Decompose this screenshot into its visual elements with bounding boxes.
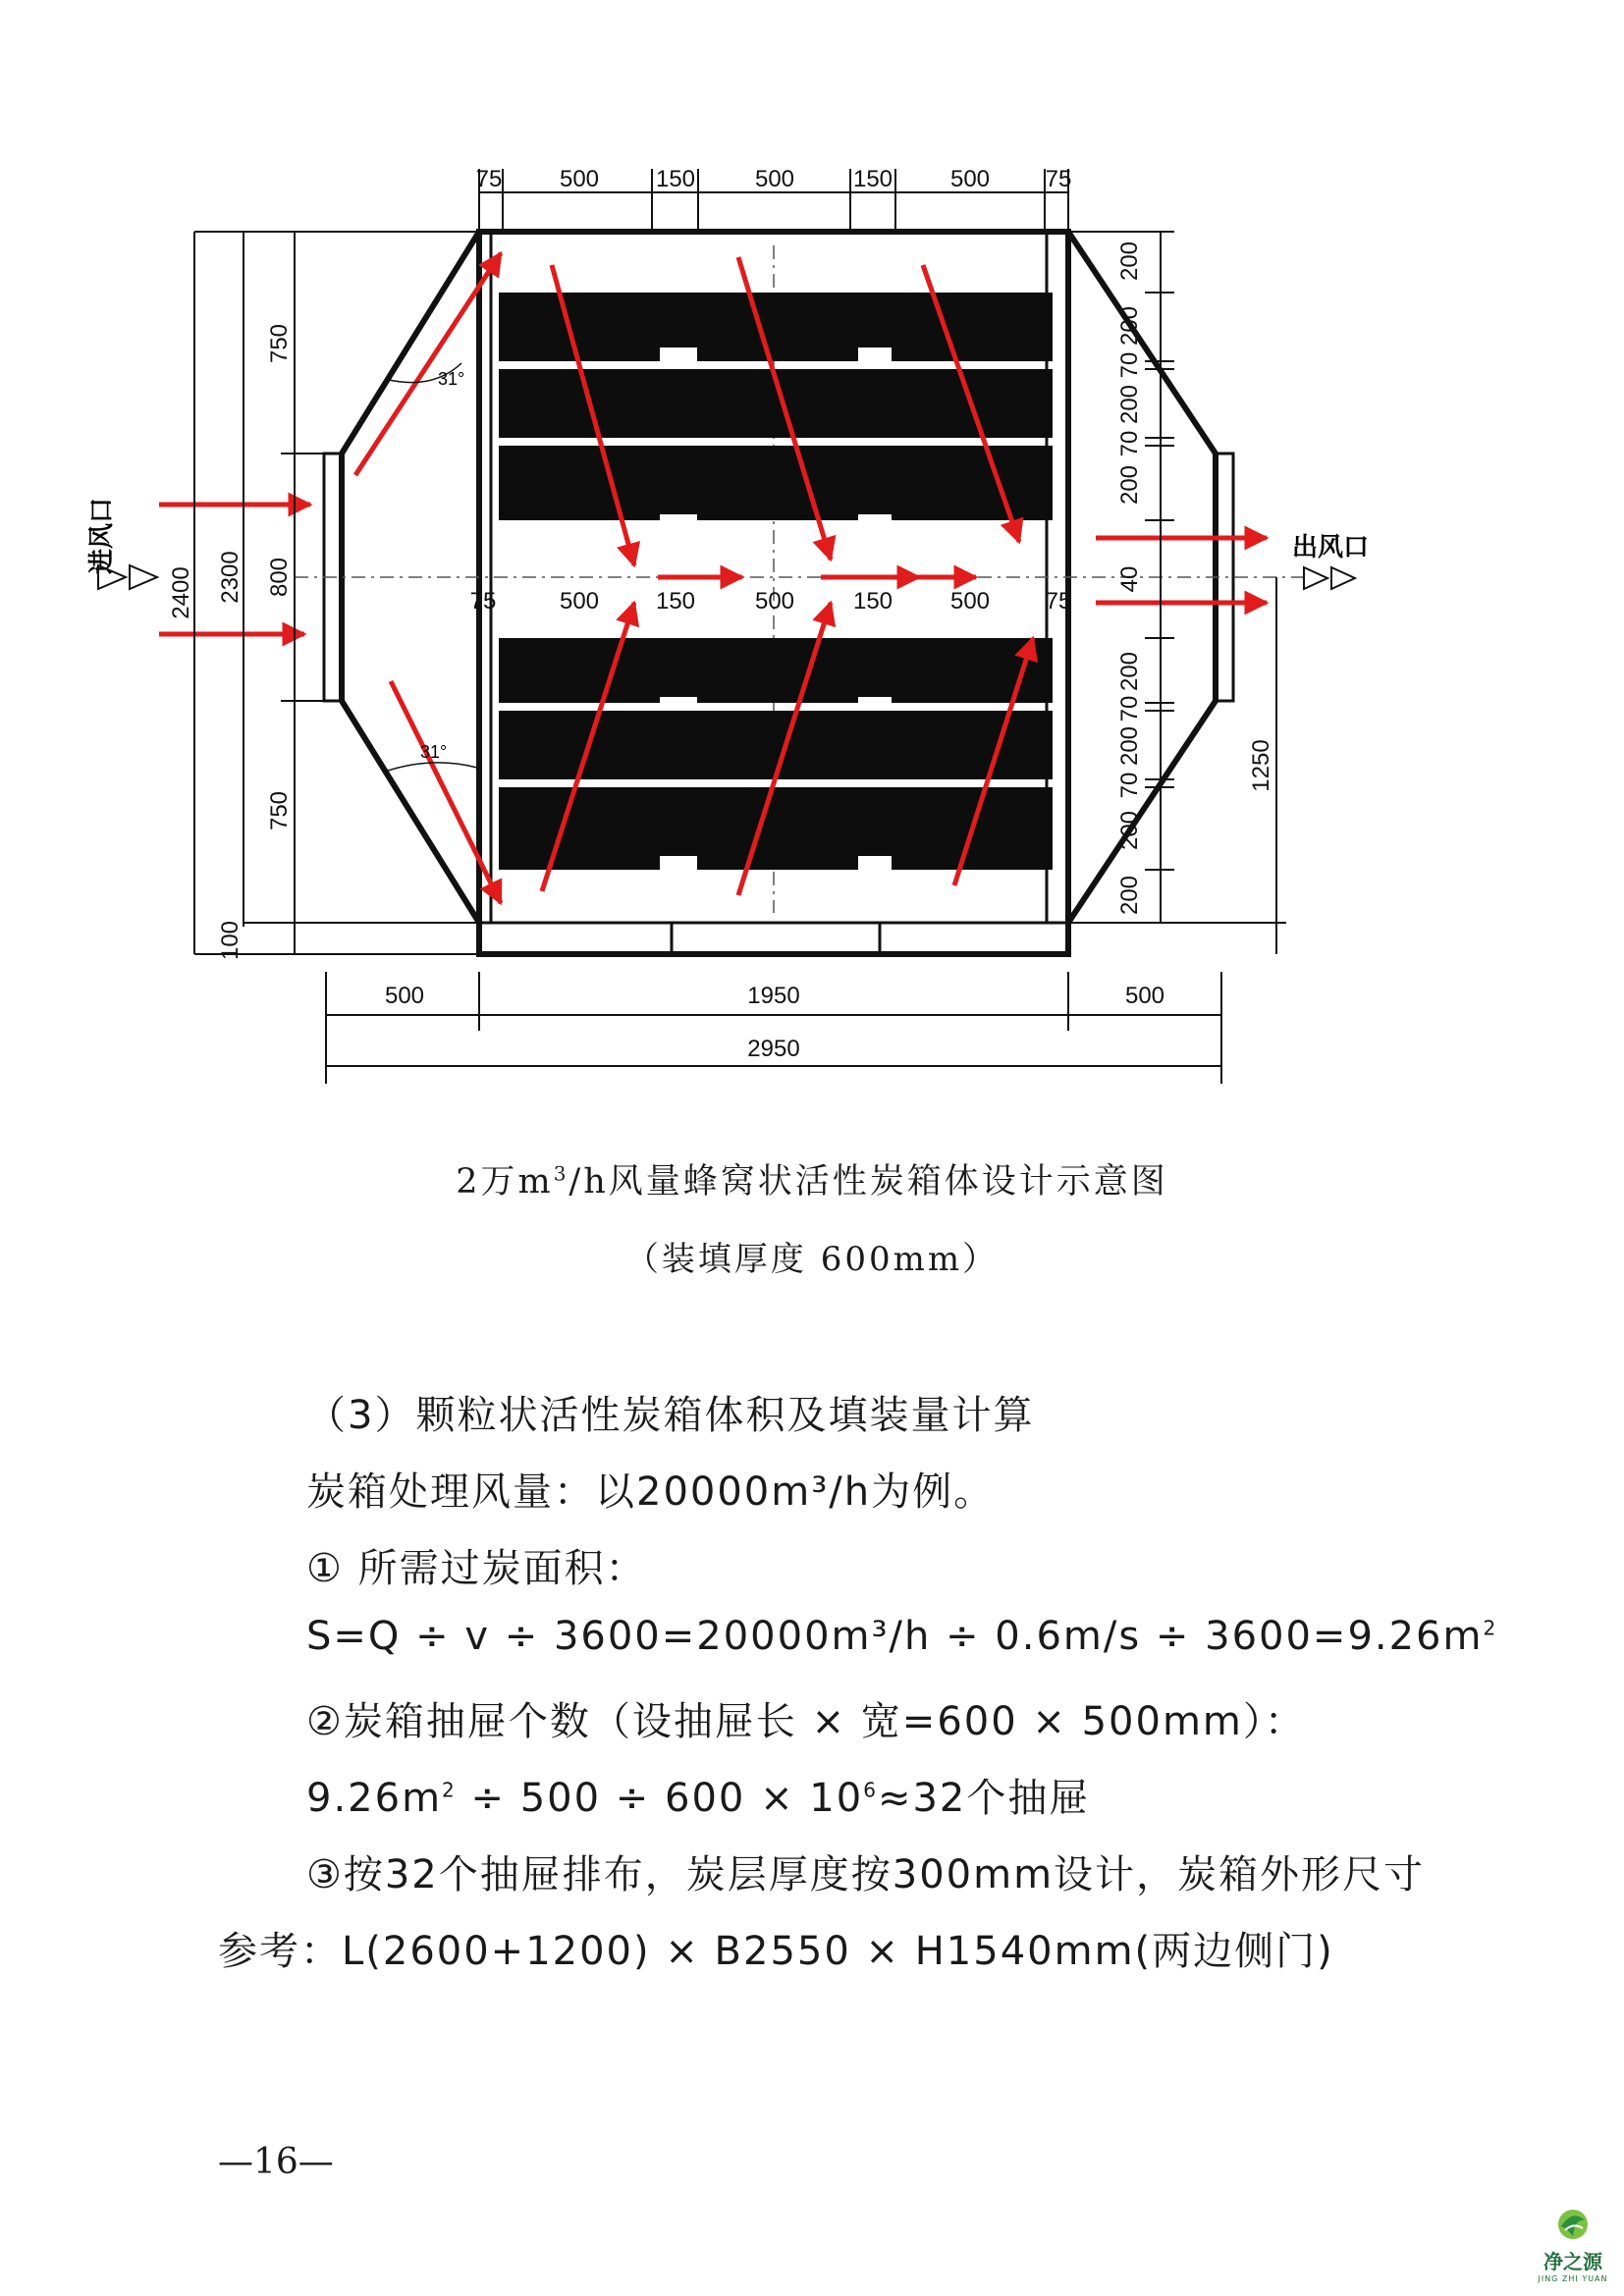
left-dim-inner: 2300 [217, 551, 244, 604]
outlet-arrow-icon [1304, 567, 1355, 589]
step1-formula [306, 1614, 1497, 1659]
logo-name-en: JING ZHI YUAN [1538, 2274, 1608, 2283]
bottom-dim-left: 500 [384, 983, 425, 1009]
top-dim-5: 150 [852, 166, 893, 192]
airflow-line: 炭箱处理风量：以20000m³/h为例。 [306, 1469, 996, 1515]
top-dim-7: 75 [1045, 166, 1072, 192]
mid-dim-2: 500 [559, 588, 600, 614]
right-dimension-lines [1068, 232, 1286, 954]
right-dim-2: 200 [1116, 305, 1143, 347]
angle-label-upper: 31° [438, 369, 465, 389]
step2-b: ÷ 500 ÷ 600 × 10 [456, 1776, 864, 1821]
right-dim-4: 200 [1116, 384, 1143, 425]
right-dim-10: 200 [1116, 725, 1143, 767]
right-dim-3: 70 [1116, 351, 1143, 379]
right-dim-11: 70 [1116, 772, 1143, 799]
right-dim-9: 70 [1116, 695, 1143, 722]
section-title: （3）颗粒状活性炭箱体积及填装量计算 [306, 1393, 1035, 1438]
leaf-logo-icon [1553, 2207, 1593, 2242]
step3-line1: ③按32个抽屉排布，炭层厚度按300mm设计，炭箱外形尺寸 [306, 1852, 1426, 1897]
figure-caption [0, 1154, 1624, 1203]
left-dim-upper: 750 [266, 323, 293, 364]
top-dim-1: 75 [475, 166, 503, 192]
angle-label-lower: 31° [420, 742, 448, 762]
top-dim-4: 500 [754, 166, 795, 192]
mid-dim-6: 500 [949, 588, 991, 614]
carbon-box-drawing [0, 0, 1624, 1099]
step2-formula [306, 1767, 1090, 1823]
top-dim-3: 150 [655, 166, 696, 192]
mid-dim-4: 500 [754, 588, 795, 614]
right-dim-8: 200 [1116, 651, 1143, 692]
right-dim-13: 200 [1116, 875, 1143, 916]
left-dim-lower: 750 [266, 790, 293, 831]
right-dim-1: 200 [1116, 240, 1143, 282]
inlet-label: 进风口 [87, 497, 117, 575]
inlet-arrow-icon [98, 565, 157, 589]
right-dim-overall: 1250 [1248, 739, 1274, 792]
step2-sup1: 2 [442, 1778, 457, 1802]
step2-a: 9.26m [306, 1776, 443, 1821]
outlet-label: 出风口 [1292, 533, 1370, 562]
top-dim-2: 500 [559, 166, 600, 192]
step2-title: ②炭箱抽屉个数（设抽屉长 × 宽=600 × 500mm）： [306, 1699, 1306, 1744]
mid-dim-7: 75 [1045, 588, 1072, 614]
left-dim-overall: 2400 [168, 566, 194, 619]
bottom-dim-right: 500 [1124, 983, 1165, 1009]
bottom-dim-total: 2950 [747, 1036, 800, 1062]
right-dim-6: 200 [1116, 464, 1143, 506]
mid-dim-5: 150 [852, 588, 893, 614]
step1-formula-text: S=Q ÷ v ÷ 3600=20000m³/h ÷ 0.6m/s ÷ 3600=9.26m [306, 1614, 1484, 1659]
page-number: —16— [218, 2142, 334, 2182]
step1-title: ① 所需过炭面积： [306, 1546, 647, 1591]
figure-subcaption: （装填厚度 600mm） [624, 1240, 1000, 1279]
brand-logo [1532, 2207, 1614, 2283]
step2-sup2: 6 [863, 1778, 878, 1802]
top-dim-6: 500 [949, 166, 991, 192]
step3-line2: 参考：L(2600+1200) × B2550 × H1540mm(两边侧门) [218, 1929, 1334, 1974]
right-dim-12: 200 [1116, 810, 1143, 851]
right-dim-5: 70 [1116, 430, 1143, 457]
mid-dim-3: 150 [655, 588, 696, 614]
logo-name: 净之源 [1543, 2250, 1602, 2273]
left-dim-middle: 800 [266, 557, 293, 598]
caption-suffix: /h风量蜂窝状活性炭箱体设计示意图 [568, 1162, 1168, 1201]
bottom-dim-middle: 1950 [747, 983, 800, 1009]
left-dim-base: 100 [217, 920, 244, 961]
caption-superscript: 3 [553, 1161, 569, 1186]
right-dim-7: 40 [1116, 565, 1143, 593]
mid-dim-1: 75 [469, 588, 497, 614]
step2-c: ≈32个抽屉 [877, 1776, 1091, 1821]
step1-sup: 2 [1483, 1616, 1498, 1640]
caption-prefix: 2万m [456, 1162, 554, 1201]
